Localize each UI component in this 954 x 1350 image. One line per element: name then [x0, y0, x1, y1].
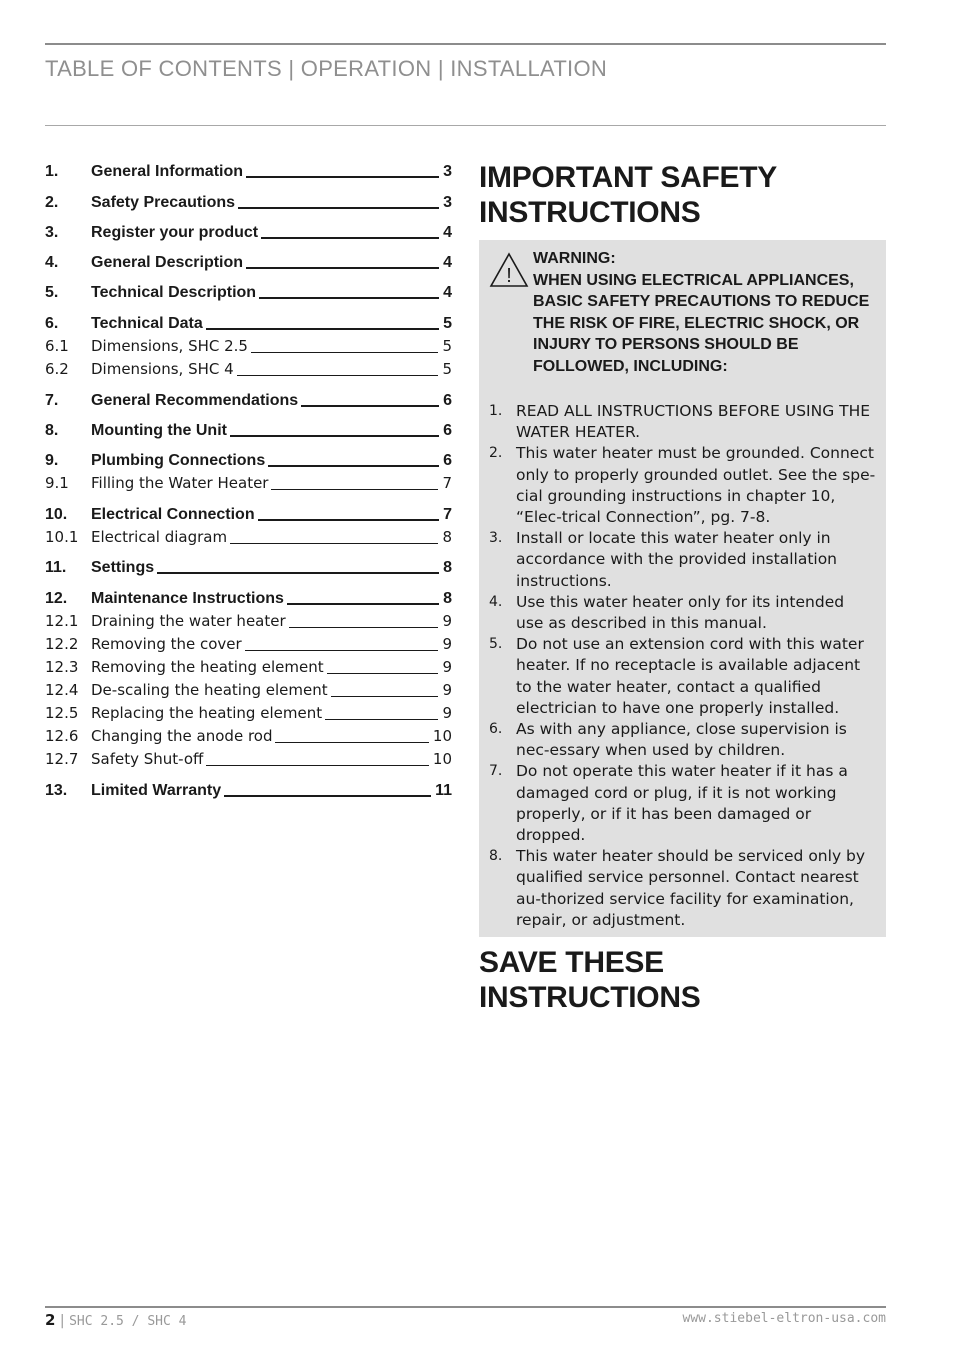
page-header-title: TABLE OF CONTENTS | OPERATION | INSTALLATION	[45, 56, 608, 81]
toc-entry-page: 4	[443, 224, 452, 241]
toc-entry-page: 4	[443, 254, 452, 271]
safety-step	[489, 761, 876, 846]
page-number: 2	[45, 1311, 56, 1329]
toc-entry-page: 5	[442, 337, 452, 355]
toc-entry[interactable]	[45, 389, 452, 412]
toc-entry-title: Filling the Water Heater	[91, 474, 269, 492]
safety-steps-list	[489, 401, 876, 931]
toc-entry-title: Removing the heating element	[91, 658, 324, 676]
toc-entry-page: 6	[443, 392, 452, 409]
toc-entry[interactable]	[45, 221, 452, 244]
safety-step-text: Install or locate this water heater only in accordance with the provided installation instructions.	[516, 529, 838, 590]
toc-leader-line	[230, 435, 439, 437]
toc-entry-title: Electrical diagram	[91, 528, 228, 546]
toc-entry-title: Draining the water heater	[91, 612, 286, 630]
toc-entry-title: Register your product	[91, 224, 259, 241]
safety-step	[489, 634, 876, 719]
toc-entry-title: De-scaling the heating element	[91, 681, 328, 699]
toc-entry[interactable]	[45, 587, 452, 610]
toc-leader-line	[230, 543, 438, 544]
toc-leader-line	[287, 603, 439, 605]
toc-entry-number: 12.4	[45, 681, 79, 699]
toc-entry[interactable]	[45, 656, 452, 679]
toc-entry-title: Settings	[91, 559, 155, 576]
toc-entry-title: Maintenance Instructions	[91, 590, 284, 607]
toc-entry-number: 12.7	[45, 750, 79, 768]
toc-entry-number: 8.	[45, 422, 59, 439]
footer-url-link[interactable]: www.stiebel-eltron-usa.com	[682, 1311, 886, 1326]
toc-entry-title: Limited Warranty	[91, 782, 222, 799]
page-footer	[45, 1311, 886, 1329]
toc-entry[interactable]	[45, 633, 452, 656]
toc-entry[interactable]	[45, 312, 452, 335]
toc-entry[interactable]	[45, 779, 452, 802]
toc-entry-title: Mounting the Unit	[91, 422, 227, 439]
toc-entry[interactable]	[45, 748, 452, 771]
toc-leader-line	[238, 207, 439, 209]
toc-entry-title: Plumbing Connections	[91, 452, 266, 469]
safety-step-text: This water heater should be serviced only by qualified service personnel. Contact nearest au-thorized service facility for examination, repair, or adjustment.	[516, 847, 866, 929]
toc-entry-number: 6.	[45, 315, 59, 332]
toc-entry[interactable]	[45, 191, 452, 214]
toc-entry-number: 6.1	[45, 337, 69, 355]
toc-entry-title: Safety Shut-off	[91, 750, 204, 768]
toc-entry-number: 12.5	[45, 704, 79, 722]
toc-entry-number: 3.	[45, 224, 59, 241]
toc-entry-title: Technical Description	[91, 284, 257, 301]
toc-leader-line	[157, 572, 439, 574]
toc-entry-title: Changing the anode rod	[91, 727, 273, 745]
safety-step-text: READ ALL INSTRUCTIONS BEFORE USING THE WATER HEATER.	[516, 402, 871, 442]
svg-text:!: !	[506, 265, 512, 287]
toc-entry-page: 11	[435, 782, 452, 799]
toc-entry-page: 6	[443, 452, 452, 469]
toc-leader-line	[224, 795, 431, 797]
toc-entry-page: 10	[432, 727, 452, 745]
toc-leader-line	[289, 627, 439, 628]
toc-leader-line	[259, 297, 439, 299]
toc-leader-line	[261, 237, 439, 239]
toc-entry-number: 6.2	[45, 360, 69, 378]
toc-leader-line	[268, 465, 439, 467]
toc-entry-number: 7.	[45, 392, 59, 409]
toc-entry-page: 9	[442, 704, 452, 722]
toc-entry[interactable]	[45, 281, 452, 304]
safety-step-number: 1.	[489, 403, 503, 419]
toc-entry-page: 3	[443, 163, 452, 180]
safety-step-text: Do not use an extension cord with this water heater. If no receptacle is available adjacent to the water heater, contact a qualified electrician to have one properly installed.	[516, 635, 864, 717]
toc-leader-line	[301, 405, 439, 407]
toc-entry-number: 12.1	[45, 612, 79, 630]
toc-leader-line	[237, 375, 439, 376]
toc-entry[interactable]	[45, 526, 452, 549]
toc-leader-line	[275, 742, 428, 743]
toc-entry-number: 4.	[45, 254, 59, 271]
toc-entry-page: 10	[432, 750, 452, 768]
toc-entry-title: General Information	[91, 163, 244, 180]
toc-entry-page: 9	[442, 658, 452, 676]
toc-entry-number: 2.	[45, 194, 59, 211]
toc-entry[interactable]	[45, 449, 452, 472]
toc-entry-page: 9	[442, 635, 452, 653]
toc-leader-line	[331, 696, 439, 697]
toc-entry-title: Electrical Connection	[91, 506, 255, 523]
safety-step-number: 3.	[489, 530, 503, 547]
safety-step	[489, 719, 876, 761]
toc-leader-line	[245, 650, 439, 651]
toc-leader-line	[251, 352, 438, 353]
toc-leader-line	[206, 765, 429, 766]
toc-entry-page: 9	[442, 612, 452, 630]
toc-entry-page: 3	[443, 194, 452, 211]
toc-entry[interactable]	[45, 160, 452, 183]
header-bottom-rule	[45, 125, 886, 126]
toc-entry-number: 13.	[45, 782, 68, 799]
toc-entry-page: 7	[443, 506, 452, 523]
footer-model: SHC 2.5 / SHC 4	[69, 1314, 187, 1329]
toc-leader-line	[327, 673, 439, 674]
warning-block	[489, 248, 876, 377]
footer-separator: |	[59, 1313, 65, 1329]
safety-step-text: Use this water heater only for its intended use as described in this manual.	[516, 592, 845, 633]
toc-entry-title: Safety Precautions	[91, 194, 236, 211]
toc-entry-number: 12.2	[45, 635, 79, 653]
toc-entry-title: Dimensions, SHC 4	[91, 360, 234, 378]
toc-entry-number: 5.	[45, 284, 59, 301]
safety-step-text: As with any appliance, close supervision is nec-essary when used by children.	[516, 720, 847, 760]
safety-step-number: 2.	[489, 445, 503, 462]
safety-instructions-box	[479, 240, 886, 937]
safety-step-number: 8.	[489, 848, 503, 865]
toc-entry[interactable]	[45, 251, 452, 274]
toc-entry-number: 9.1	[45, 474, 69, 492]
toc-entry-title: General Description	[91, 254, 244, 271]
toc-entry-title: Removing the cover	[91, 635, 242, 653]
toc-entry-title: Replacing the heating element	[91, 704, 323, 722]
safety-step-number: 5.	[489, 636, 503, 653]
toc-entry-page: 8	[442, 528, 452, 546]
safety-title: IMPORTANT SAFETY INSTRUCTIONS	[479, 161, 777, 229]
safety-step-number: 6.	[489, 721, 503, 738]
toc-entry-page: 8	[443, 559, 452, 576]
toc-entry-number: 10.	[45, 506, 68, 523]
toc-entry-number: 9.	[45, 452, 59, 469]
toc-leader-line	[258, 519, 440, 521]
footer-rule	[45, 1306, 886, 1308]
table-of-contents	[45, 160, 452, 802]
toc-entry[interactable]	[45, 679, 452, 702]
toc-entry-number: 12.3	[45, 658, 79, 676]
safety-section	[479, 160, 886, 1015]
safety-step-text: This water heater must be grounded. Connect only to properly grounded outlet. See the spe-cial grounding instructions in chapter 10, “Elec-trical Connection”, pg. 7-8.	[516, 444, 876, 527]
toc-entry-page: 6	[443, 422, 452, 439]
toc-entry[interactable]	[45, 335, 452, 358]
toc-leader-line	[325, 719, 438, 720]
toc-leader-line	[206, 328, 439, 330]
toc-leader-line	[246, 267, 439, 269]
safety-step	[489, 846, 876, 931]
header-top-rule	[45, 43, 886, 45]
safety-step	[489, 528, 876, 592]
safety-step-text: Do not operate this water heater if it has a damaged cord or plug, if it is not working properly, or if it has been damaged or dropped.	[516, 762, 848, 845]
toc-entry-page: 7	[442, 474, 452, 492]
toc-entry-page: 8	[443, 590, 452, 607]
safety-step-number: 4.	[489, 593, 503, 610]
toc-entry[interactable]	[45, 702, 452, 725]
warning-triangle-icon	[489, 248, 533, 377]
toc-entry-page: 4	[443, 284, 452, 301]
save-instructions-title: SAVE THESE INSTRUCTIONS	[479, 946, 701, 1015]
toc-entry-number: 10.1	[45, 528, 79, 546]
toc-entry[interactable]	[45, 419, 452, 442]
safety-step-number: 7.	[489, 763, 503, 780]
toc-entry[interactable]	[45, 725, 452, 748]
toc-entry-number: 12.	[45, 590, 68, 607]
safety-step	[489, 592, 876, 634]
toc-entry[interactable]	[45, 610, 452, 633]
toc-entry-title: Dimensions, SHC 2.5	[91, 337, 248, 355]
safety-step	[489, 443, 876, 528]
toc-leader-line	[246, 176, 439, 178]
toc-entry-page: 9	[442, 681, 452, 699]
safety-step	[489, 401, 876, 443]
warning-body: WHEN USING ELECTRICAL APPLIANCES, BASIC SAFETY PRECAUTIONS TO REDUCE THE RISK OF FIRE, ELECTRIC SHOCK, OR INJURY TO PERSONS SHOULD BE FOLLOWED, INCLUDING:	[533, 271, 870, 375]
toc-entry-title: General Recommendations	[91, 392, 299, 409]
toc-entry-number: 11.	[45, 559, 67, 576]
toc-entry-page: 5	[443, 315, 452, 332]
toc-entry-title: Technical Data	[91, 315, 203, 332]
toc-entry-number: 12.6	[45, 727, 79, 745]
toc-entry[interactable]	[45, 358, 452, 381]
toc-entry[interactable]	[45, 556, 452, 579]
toc-entry-page: 5	[442, 360, 452, 378]
toc-entry[interactable]	[45, 472, 452, 495]
toc-leader-line	[271, 489, 438, 490]
toc-entry-number: 1.	[45, 163, 59, 180]
warning-label: WARNING:	[533, 250, 616, 267]
toc-entry[interactable]	[45, 503, 452, 526]
